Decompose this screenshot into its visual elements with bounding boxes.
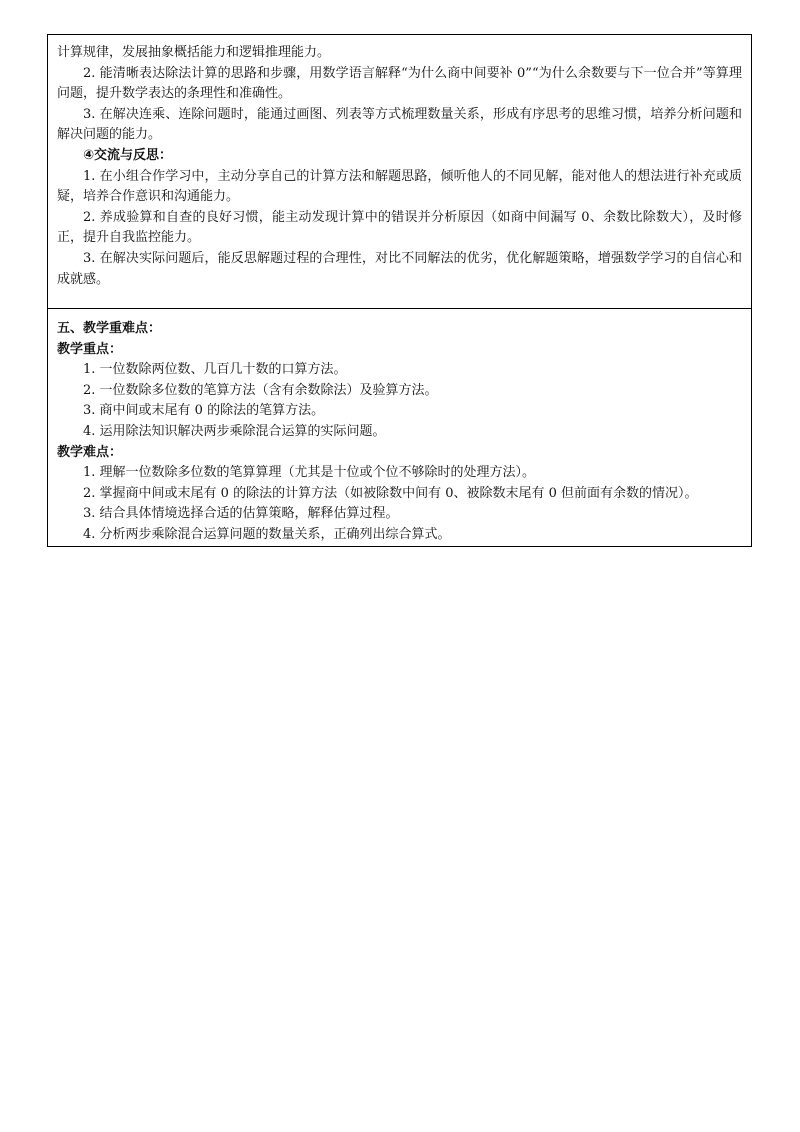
key-difficult-points-cell bbox=[48, 308, 751, 546]
key-point-4: 4. 运用除法知识解决两步乘除混合运算的实际问题。 bbox=[83, 423, 386, 439]
thinking-item-3: 3. 在解决连乘、连除问题时，能通过画图、列表等方式梳理数量关系，形成有序思考的思维习惯，培养分析问题和解决问题的能力。 bbox=[57, 106, 742, 143]
reflection-item-2: 2. 养成验算和自查的良好习惯，能主动发现计算中的错误并分析原因（如商中间漏写 0、余数比除数大），及时修正，提升自我监控能力。 bbox=[57, 209, 742, 246]
key-points-heading: 教学重点： bbox=[57, 341, 123, 357]
thinking-item-2: 2. 能清晰表达除法计算的思路和步骤，用数学语言解释“为什么商中间要补 0”“为什么余数要与下一位合并”等算理问题，提升数学表达的条理性和准确性。 bbox=[57, 65, 742, 102]
reflection-item-1: 1. 在小组合作学习中，主动分享自己的计算方法和解题思路，倾听他人的不同见解，能对他人的想法进行补充或质疑，培养合作意识和沟通能力。 bbox=[57, 168, 742, 205]
reflection-item-3: 3. 在解决实际问题后，能反思解题过程的合理性，对比不同解法的优劣，优化解题策略，增强数学学习的自信心和成就感。 bbox=[57, 250, 742, 287]
key-point-3: 3. 商中间或末尾有 0 的除法的笔算方法。 bbox=[83, 403, 325, 419]
section-title: 五、教学重难点： bbox=[57, 321, 162, 336]
reflection-heading: ④交流与反思： bbox=[83, 147, 173, 163]
key-point-1: 1. 一位数除两位数、几百几十数的口算方法。 bbox=[83, 362, 347, 378]
objectives-cell bbox=[48, 35, 751, 308]
difficult-point-1: 1. 理解一位数除多位数的笔算算理（尤其是十位或个位不够除时的处理方法）。 bbox=[83, 465, 536, 481]
difficult-points-heading: 教学难点： bbox=[57, 444, 123, 460]
paragraph-intro-tail: 计算规律，发展抽象概括能力和逻辑推理能力。 bbox=[57, 45, 331, 60]
key-point-2: 2. 一位数除多位数的笔算方法（含有余数除法）及验算方法。 bbox=[83, 382, 438, 398]
difficult-point-3: 3. 结合具体情境选择合适的估算策略，解释估算过程。 bbox=[83, 506, 399, 522]
lesson-plan-table bbox=[47, 34, 752, 547]
difficult-point-4: 4. 分析两步乘除混合运算问题的数量关系，正确列出综合算式。 bbox=[83, 526, 451, 542]
difficult-point-2: 2. 掌握商中间或末尾有 0 的除法的计算方法（如被除数中间有 0、被除数末尾有 0 但前面有余数的情况）。 bbox=[83, 485, 698, 501]
